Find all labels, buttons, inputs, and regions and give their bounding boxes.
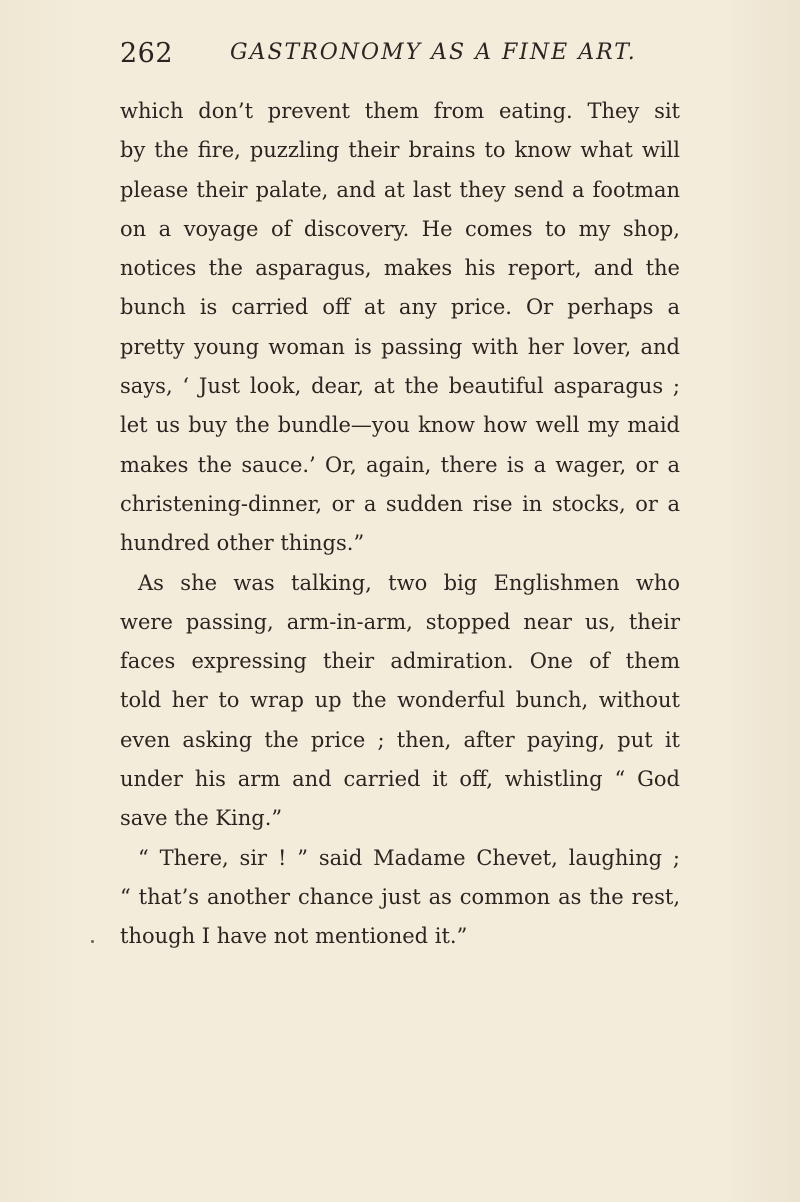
text-line: let us buy the bundle—you know how well my maid	[120, 413, 680, 438]
text-line: pretty young woman is passing with her lover, and	[120, 334, 680, 359]
text-line: christening-dinner, or a sudden rise in stocks, or a	[120, 491, 680, 516]
text-line: though I have not mentioned it.”	[120, 924, 468, 949]
text-line: says, ‘ Just look, dear, at the beautiful asparagus ;	[120, 374, 680, 399]
text-line: faces expressing their admiration. One of them	[120, 649, 680, 674]
margin-mark	[91, 940, 94, 943]
text-line: makes the sauce.’ Or, again, there is a wager, or a	[120, 452, 680, 477]
text-line: which don’t prevent them from eating. They sit	[120, 99, 680, 123]
text-line: on a voyage of discovery. He comes to my shop,	[120, 216, 680, 241]
body-text	[120, 92, 680, 957]
text-line: save the King.”	[120, 806, 283, 831]
text-line: “ There, sir ! ” said Madame Chevet, laughing ;	[138, 845, 680, 870]
text-line: hundred other things.”	[120, 531, 365, 556]
text-line: by the fire, puzzling their brains to know what will	[120, 138, 680, 163]
text-line: “ that’s another chance just as common as the rest,	[120, 884, 680, 909]
text-line: told her to wrap up the wonderful bunch, without	[120, 688, 680, 713]
text-line: under his arm and carried it off, whistling “ God	[120, 767, 680, 792]
text-line: notices the asparagus, makes his report, and the	[120, 256, 680, 281]
page-header	[120, 38, 680, 74]
text-line: bunch is carried off at any price. Or perhaps a	[120, 295, 680, 320]
running-title: GASTRONOMY AS A FINE ART.	[230, 40, 637, 65]
text-line: As she was talking, two big Englishmen who	[138, 570, 680, 595]
text-line: please their palate, and at last they send a footman	[120, 177, 680, 202]
page-number: 262	[120, 38, 174, 69]
text-line: were passing, arm-in-arm, stopped near us, their	[120, 609, 680, 634]
text-line: even asking the price ; then, after paying, put it	[120, 727, 680, 752]
